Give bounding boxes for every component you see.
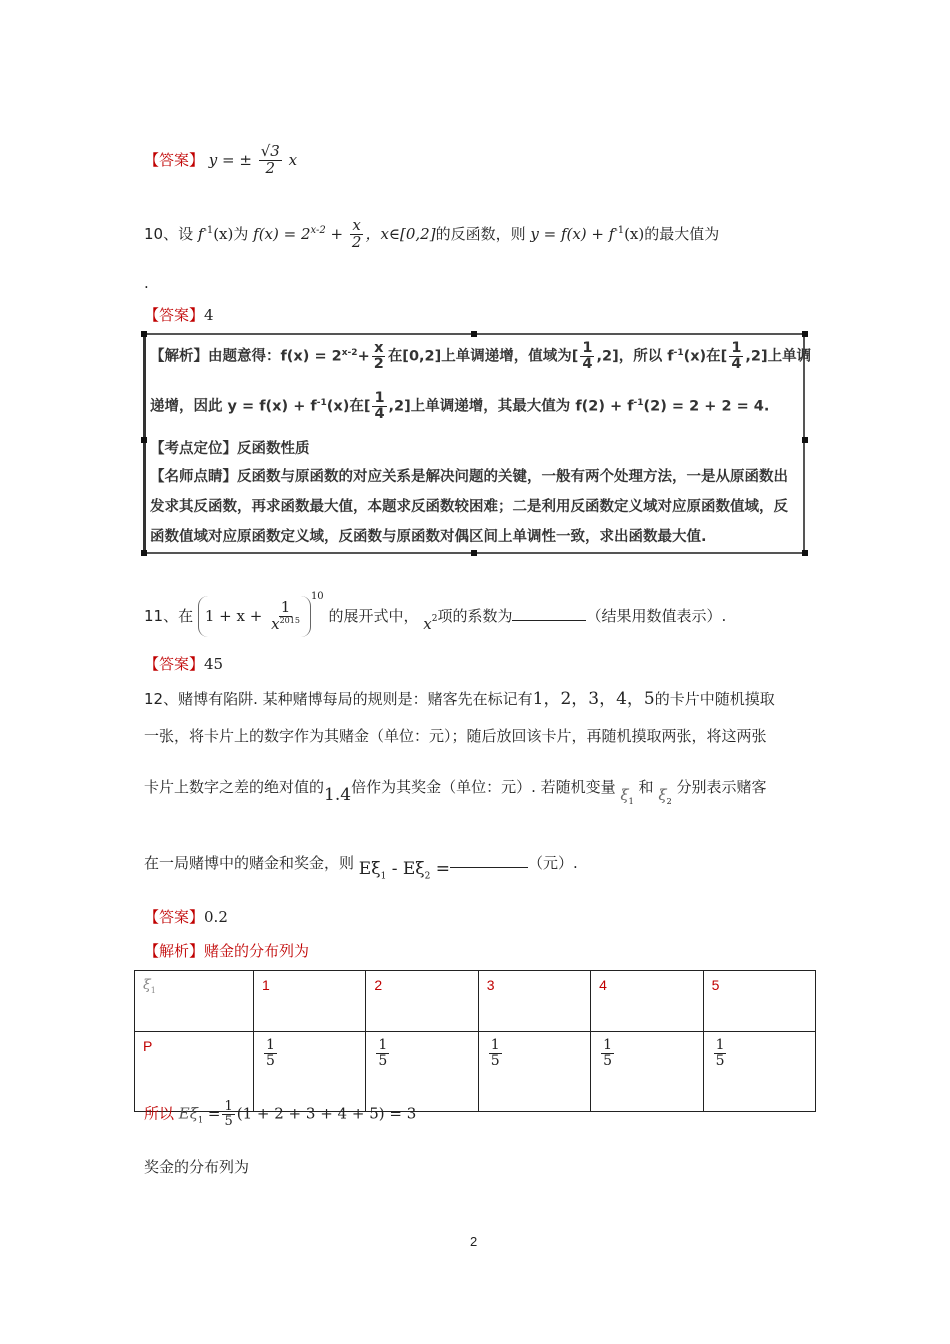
question-12-line-1: 12、赌博有陷阱. 某种赌博每局的规则是：赌客先在标记有1，2，3，4，5的卡片中随机摸取 <box>144 689 775 709</box>
answer-fraction: $\frac{√3}{2}$ <box>260 142 280 177</box>
table-header-cell: P <box>135 1032 254 1112</box>
resize-handle[interactable] <box>471 550 477 556</box>
analysis-line-4: 【名师点睛】反函数与原函数的对应关系是解决问题的关键，一般有两个处理方法，一是从原函数出 <box>150 469 788 485</box>
q11-blank[interactable] <box>512 606 586 621</box>
question-12-line-4: 在一局赌博中的赌金和奖金，则 $E\xi_1 - E\xi_2$ = （元）. <box>144 854 578 882</box>
analysis-line-1: 【解析】由题意得：$f(x) = 2^{x-2}+$ $\frac{x}{2}$ 在[0,2]上单调递增，值域为[ $\frac{1}{4}$ ,2]，所以 $f^{-1}(x)$在[ $\frac{1}{4}$ ,2]上单调 <box>150 340 812 373</box>
distribution-table <box>134 970 816 1112</box>
bonus-distribution-label: 奖金的分布列为 <box>144 1158 250 1176</box>
table-cell: 1 <box>254 971 366 1032</box>
table-cell: $\frac{1}{5}$ <box>366 1032 478 1112</box>
q11-answer: 【答案】45 <box>144 655 224 673</box>
table-row <box>135 971 816 1032</box>
question-11: 11、在 1 + x + $\frac{1}{x^{2015}}$ $^{10}$ 的展开式中， $x^2$项的系数为 （结果用数值表示）. <box>144 586 726 637</box>
table-cell: $\frac{1}{5}$ <box>591 1032 703 1112</box>
question-12-line-3: 卡片上数字之差的绝对值的1.4倍作为其奖金（单位：元）. 若随机变量 $\xi_1$ 和 $\xi_2$ 分别表示赌客 <box>144 778 767 806</box>
table-cell: 4 <box>591 971 703 1032</box>
expectation-line: 所以 $E\xi_1$ = $\frac{1}{5}$ (1 + 2 + 3 + 4 + 5) = 3 <box>144 1099 417 1129</box>
resize-handle[interactable] <box>141 331 147 337</box>
question-12-line-2: 一张，将卡片上的数字作为其赌金（单位：元）；随后放回该卡片，再随机摸取两张，将这两张 <box>144 727 767 745</box>
analysis-line-3: 【考点定位】反函数性质 <box>150 441 310 457</box>
table-cell: 3 <box>478 971 590 1032</box>
table-cell: $\frac{1}{5}$ <box>254 1032 366 1112</box>
resize-handle[interactable] <box>802 550 808 556</box>
resize-handle[interactable] <box>802 331 808 337</box>
q9-answer: 【答案】 y = ± $\frac{√3}{2}$ x <box>144 142 298 177</box>
analysis-line-6: 函数值域对应原函数定义域，反函数与原函数对偶区间上单调性一致，求出函数最大值. <box>150 529 707 545</box>
question-10: 10、设 $f^{-1}(x)$为 $f(x) = 2^{x-2}$ + $\frac{x}{2}$ ，x∈[0,2]的反函数，则 $y = f(x) + f^{-1}(x)$的最大值为 <box>144 216 720 251</box>
analysis-line-5: 发求其反函数，再求函数最大值，本题求反函数较困难；二是利用反函数定义域对应原函数值域，反 <box>150 499 788 515</box>
question-10-end: . <box>144 274 149 292</box>
q10-answer: 【答案】4 <box>144 306 214 324</box>
table-cell: 2 <box>366 971 478 1032</box>
analysis-image <box>143 333 812 554</box>
table-cell: $\frac{1}{5}$ <box>478 1032 590 1112</box>
answer-label: 【答案】 <box>144 306 205 324</box>
resize-handle[interactable] <box>471 331 477 337</box>
table-cell: 5 <box>703 971 815 1032</box>
analysis-line-2: 递增，因此 $y = f(x) + f^{-1}(x)$在[ $\frac{1}{4}$ ,2]上单调递增，其最大值为 $f(2) + f^{-1}(2) = 2 + 2 = 4$. <box>150 390 770 423</box>
table-cell: $\frac{1}{5}$ <box>703 1032 815 1112</box>
answer-label: 【答案】 <box>144 150 205 169</box>
q12-analysis-label: 【解析】赌金的分布列为 <box>144 942 310 960</box>
resize-handle[interactable] <box>802 437 808 443</box>
resize-handle[interactable] <box>141 437 147 443</box>
page-number: 2 <box>470 1234 478 1249</box>
q12-blank[interactable] <box>450 857 528 868</box>
resize-handle[interactable] <box>141 550 147 556</box>
q12-answer: 【答案】0.2 <box>144 908 228 926</box>
table-header-cell: $\xi_1$ <box>135 971 254 1032</box>
answer-math: y = ± <box>208 150 252 169</box>
